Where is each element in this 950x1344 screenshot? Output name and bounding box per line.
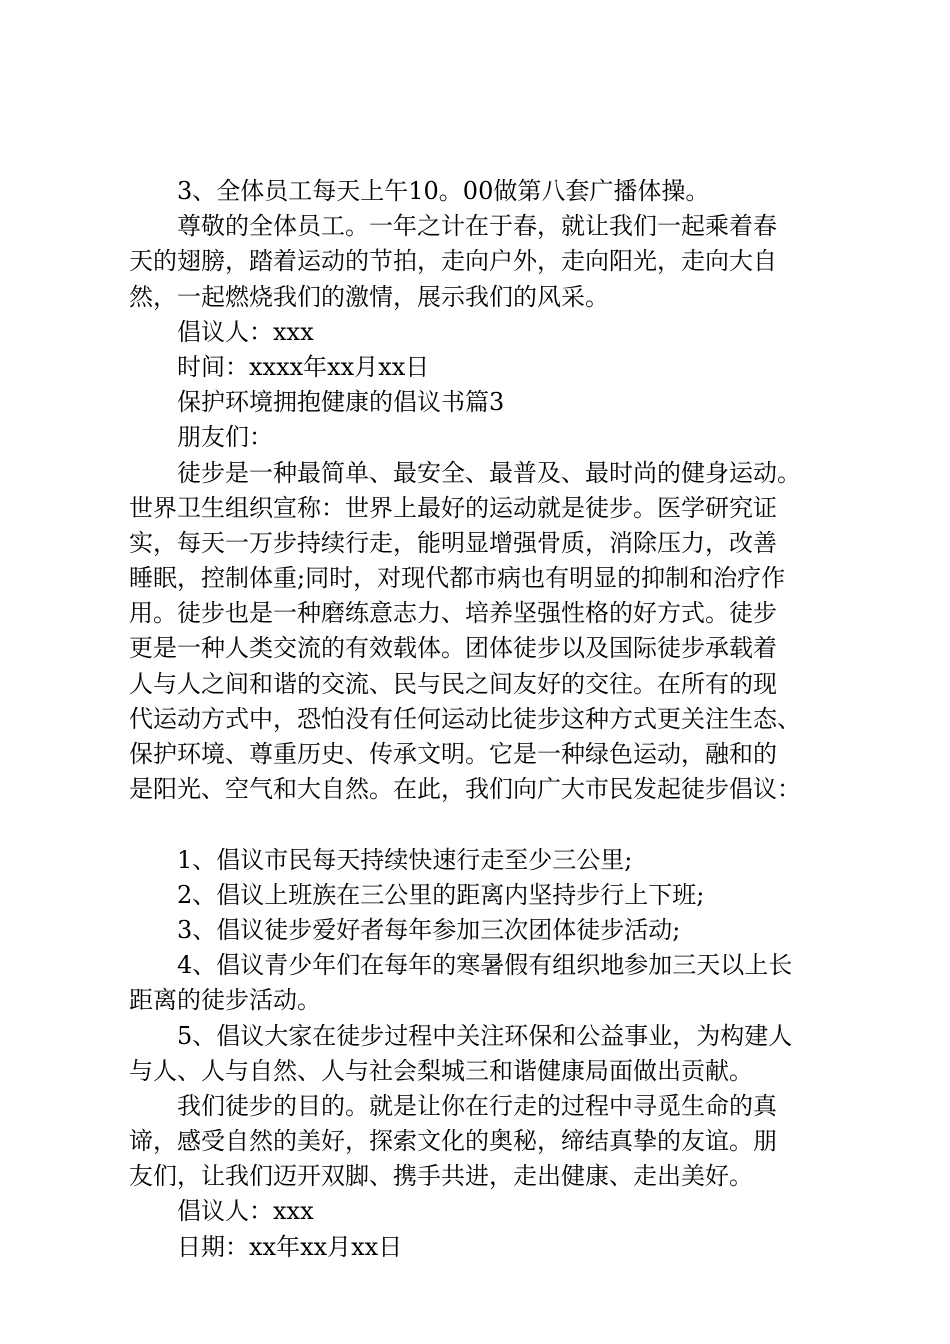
- date-line: 日期：xx年xx月xx日: [177, 1232, 403, 1261]
- paragraph-line: 3、全体员工每天上午10。00做第八套广播体操。: [177, 177, 710, 205]
- list-item: 3、倡议徒步爱好者每年参加三次团体徒步活动;: [177, 915, 681, 944]
- paragraph-line: 徒步是一种最简单、最安全、最普及、最时尚的健身运动。: [177, 458, 801, 487]
- paragraph-line: 友们，让我们迈开双脚、携手共进，走出健康、走出美好。: [129, 1162, 753, 1191]
- blank-line: [129, 807, 829, 842]
- paragraph-line: 世界卫生组织宣称：世界上最好的运动就是徒步。医学研究证: [129, 493, 777, 522]
- salutation: 朋友们：: [177, 423, 273, 452]
- paragraph-line: 然，一起燃烧我们的激情，展示我们的风采。: [129, 282, 609, 311]
- paragraph-line: 睡眠，控制体重;同时，对现代都市病也有明显的抑制和治疗作: [129, 564, 786, 593]
- paragraph-line: 更是一种人类交流的有效载体。团体徒步以及国际徒步承载着: [129, 634, 777, 663]
- list-item: 1、倡议市民每天持续快速行走至少三公里;: [177, 845, 633, 874]
- section-title: 保护环境拥抱健康的倡议书篇3: [177, 388, 505, 417]
- paragraph-line: 实，每天一万步持续行走，能明显增强骨质，消除压力，改善: [129, 528, 777, 557]
- list-item: 2、倡议上班族在三公里的距离内坚持步行上下班;: [177, 880, 705, 909]
- paragraph-line: 谛，感受自然的美好，探索文化的奥秘，缔结真挚的友谊。朋: [129, 1127, 777, 1156]
- paragraph-line: 是阳光、空气和大自然。在此，我们向广大市民发起徒步倡议：: [129, 775, 801, 804]
- date-line: 时间：xxxx年xx月xx日: [177, 352, 430, 381]
- initiator-line: 倡议人：xxx: [177, 317, 314, 346]
- paragraph-line: 保护环境、尊重历史、传承文明。它是一种绿色运动，融和的: [129, 740, 777, 768]
- initiator-line: 倡议人：xxx: [177, 1197, 314, 1226]
- paragraph-line: 天的翅膀，踏着运动的节拍，走向户外，走向阳光，走向大自: [129, 247, 777, 276]
- paragraph-line: 人与人之间和谐的交流、民与民之间友好的交往。在所有的现: [129, 669, 777, 698]
- list-item-continuation: 距离的徒步活动。: [129, 986, 321, 1015]
- paragraph-line: 尊敬的全体员工。一年之计在于春，就让我们一起乘着春: [177, 212, 777, 241]
- paragraph-line: 我们徒步的目的。就是让你在行走的过程中寻觅生命的真: [177, 1091, 777, 1120]
- list-item-continuation: 与人、人与自然、人与社会梨城三和谐健康局面做出贡献。: [129, 1056, 753, 1085]
- list-item: 5、倡议大家在徒步过程中关注环保和公益事业，为构建人: [177, 1021, 793, 1050]
- paragraph-line: 用。徒步也是一种磨练意志力、培养坚强性格的好方式。徒步: [129, 599, 777, 628]
- paragraph-line: 代运动方式中，恐怕没有任何运动比徒步这种方式更关注生态、: [129, 704, 801, 733]
- document-body: [129, 174, 829, 1265]
- list-item: 4、倡议青少年们在每年的寒暑假有组织地参加三天以上长: [177, 951, 793, 980]
